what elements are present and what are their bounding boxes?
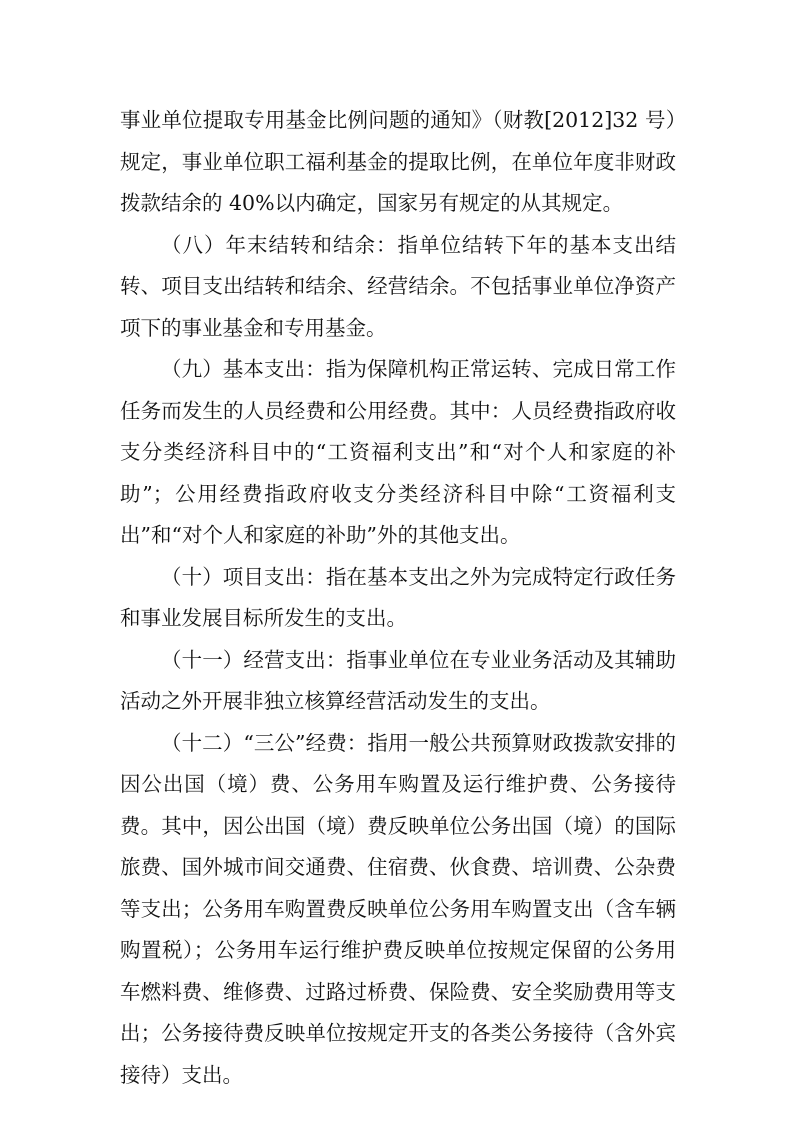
document-page: [120, 100, 676, 1096]
paragraph-basic-expenditure: （九）基本支出：指为保障机构正常运转、完成日常工作任务而发生的人员经费和公用经费。其中：人员经费指政府收支分类经济科目中的“工资福利支出”和“对个人和家庭的补助”；公用经费指政府收支分类经济科目中除“工资福利支出”和“对个人和家庭的补助”外的其他支出。: [120, 357, 676, 547]
paragraph-continuation: 事业单位提取专用基金比例问题的通知》（财教[2012]32 号）规定，事业单位职工福利基金的提取比例，在单位年度非财政拨款结余的 40%以内确定，国家另有规定的从其规定。: [120, 108, 676, 215]
paragraph-project-expenditure: （十）项目支出：指在基本支出之外为完成特定行政任务和事业发展目标所发生的支出。: [120, 564, 676, 630]
paragraph-year-end-balance: （八）年末结转和结余：指单位结转下年的基本支出结转、项目支出结转和结余、经营结余。不包括事业单位净资产项下的事业基金和专用基金。: [120, 232, 676, 340]
paragraph-operating-expenditure: （十一）经营支出：指事业单位在专业业务活动及其辅助活动之外开展非独立核算经营活动发生的支出。: [120, 647, 676, 713]
paragraph-three-public-expenses: （十二）“三公”经费：指用一般公共预算财政拨款安排的因公出国（境）费、公务用车购置及运行维护费、公务接待费。其中，因公出国（境）费反映单位公务出国（境）的国际旅费、国外城市间交通费、住宿费、伙食费、培训费、公杂费等支出；公务用车购置费反映单位公务用车购置支出（含车辆购置税）；公务用车运行维护费反映单位按规定保留的公务用车燃料费、维修费、过路过桥费、保险费、安全奖励费用等支出；公务接待费反映单位按规定开支的各类公务接待（含外宾接待）支出。: [120, 730, 676, 1087]
